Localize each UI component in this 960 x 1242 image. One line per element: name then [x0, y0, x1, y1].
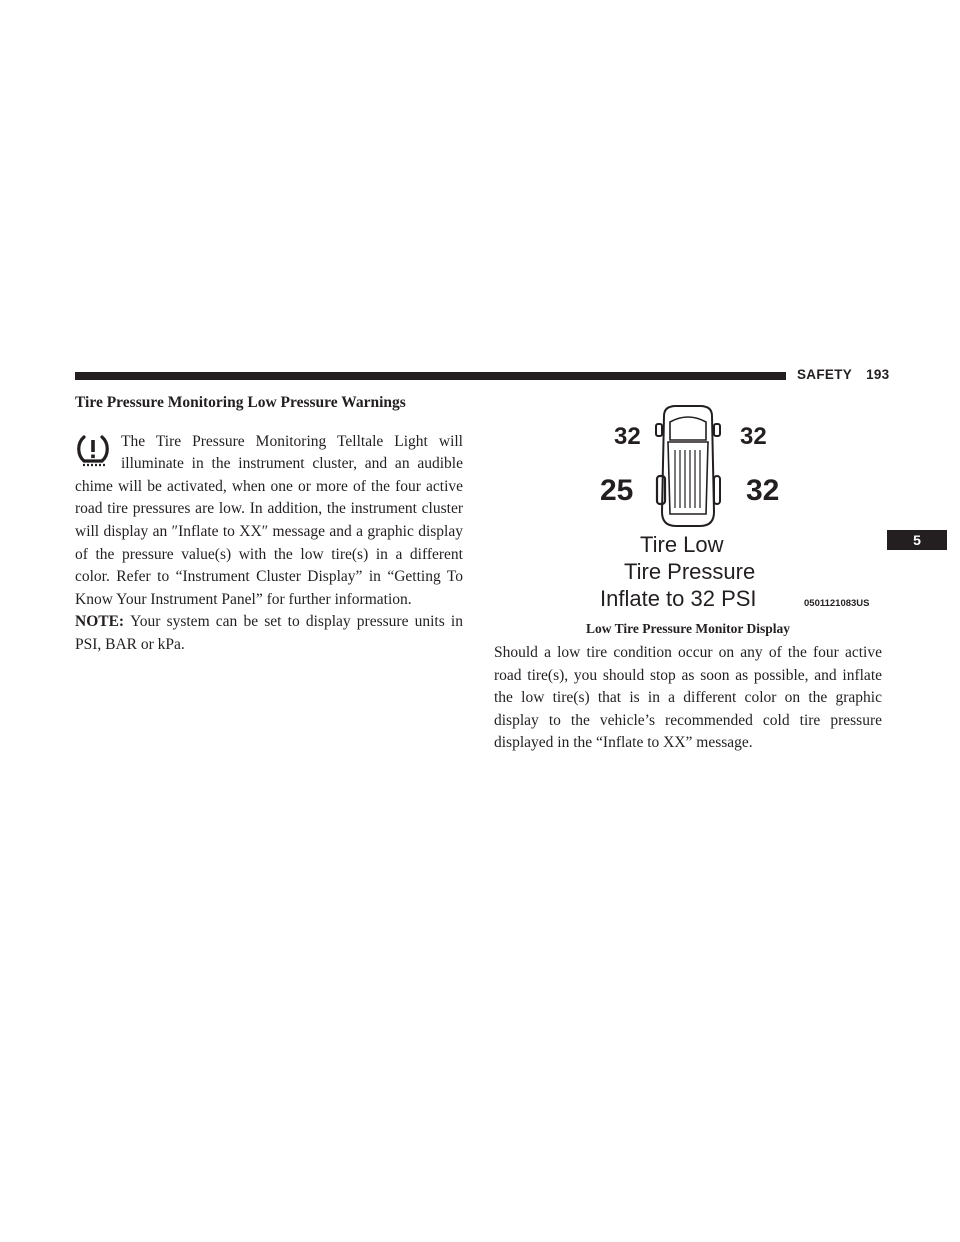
section-heading: Tire Pressure Monitoring Low Pressure Warnings [75, 394, 406, 411]
message-inflate: Inflate to 32 PSI [600, 586, 757, 611]
pressure-front-left: 32 [614, 423, 641, 450]
note-text: Your system can be set to display pressure units in PSI, BAR or kPa. [75, 613, 463, 653]
page-number: 193 [866, 367, 890, 382]
running-header [797, 367, 890, 382]
message-tire-low: Tire Low [640, 532, 724, 557]
message-tire-pressure: Tire Pressure [624, 559, 756, 584]
note-paragraph [75, 611, 463, 656]
body-paragraph-right: Should a low tire condition occur on any of the four active road tire(s), you should stop as soon as possible, and inflate the low tire(s) that is in a different color on the graphic display to the vehicle’s recommended cold tire pressure displayed in the “Inflate to XX” message. [494, 644, 882, 752]
tpms-warning-icon [75, 434, 111, 468]
chapter-tab: 5 [887, 530, 947, 550]
body-paragraph: The Tire Pressure Monitoring Telltale Light will illuminate in the instrument cluster, and an audible chime will be activated, when one or more of the four active road tire pressures are low. In addition, the instrument cluster will display an ″Inflate to XX″ message and a graphic display of the pressure value(s) with the low tire(s) in a different color. Refer to “Instrument Cluster Display” in “Getting To Know Your Instrument Panel” for further information. [75, 432, 463, 608]
figure-caption: Low Tire Pressure Monitor Display [585, 621, 790, 636]
left-column [75, 392, 463, 657]
tire-pressure-display [592, 402, 887, 612]
note-label: NOTE: [75, 613, 125, 631]
vehicle-top-view [656, 406, 720, 526]
section-title: SAFETY [797, 367, 853, 382]
image-code: 0501121083US [804, 598, 870, 609]
pressure-front-right: 32 [740, 423, 767, 450]
header-rule [75, 372, 786, 380]
pressure-rear-right: 32 [746, 474, 780, 507]
pressure-rear-left: 25 [600, 474, 634, 507]
tire-pressure-figure [592, 402, 887, 612]
right-column [494, 642, 882, 755]
